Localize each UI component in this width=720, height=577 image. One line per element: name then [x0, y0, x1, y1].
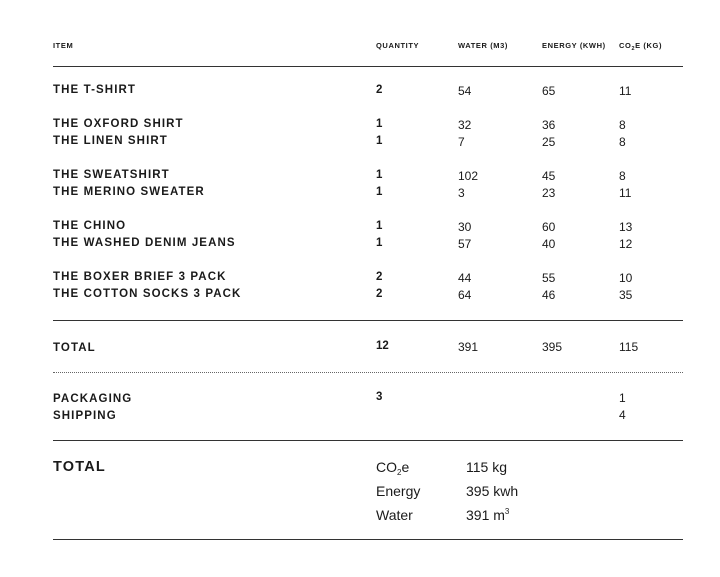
item-energy: 23 — [542, 186, 556, 200]
packaging-label: PACKAGING — [53, 393, 133, 405]
item-water: 44 — [458, 271, 472, 285]
item-energy: 60 — [542, 220, 556, 234]
packaging-co2: 1 — [619, 391, 626, 405]
item-water: 7 — [458, 135, 465, 149]
header-water: WATER (M3) — [458, 41, 509, 50]
item-quantity: 1 — [376, 237, 383, 249]
item-name: THE CHINO — [53, 220, 127, 232]
item-name: THE BOXER BRIEF 3 PACK — [53, 271, 227, 283]
item-quantity: 2 — [376, 84, 383, 96]
summary-water-label: Water — [376, 507, 413, 523]
total-quantity: 12 — [376, 340, 389, 352]
item-energy: 25 — [542, 135, 556, 149]
item-co2: 8 — [619, 118, 626, 132]
total-label: TOTAL — [53, 342, 96, 354]
shipping-co2: 4 — [619, 408, 626, 422]
item-co2: 10 — [619, 271, 633, 285]
item-energy: 36 — [542, 118, 556, 132]
summary-co2-value: 115 kg — [466, 459, 507, 475]
item-energy: 46 — [542, 288, 556, 302]
item-quantity: 1 — [376, 186, 383, 198]
item-water: 54 — [458, 84, 472, 98]
summary-energy-label: Energy — [376, 483, 421, 499]
item-quantity: 2 — [376, 288, 383, 300]
item-name: THE SWEATSHIRT — [53, 169, 170, 181]
item-quantity: 2 — [376, 271, 383, 283]
header-item: ITEM — [53, 41, 74, 50]
item-co2: 11 — [619, 186, 632, 200]
extras-quantity: 3 — [376, 391, 383, 403]
items-divider — [53, 320, 683, 321]
item-quantity: 1 — [376, 220, 383, 232]
item-name: THE OXFORD SHIRT — [53, 118, 184, 130]
item-co2: 13 — [619, 220, 633, 234]
item-quantity: 1 — [376, 118, 383, 130]
header-divider — [53, 66, 683, 67]
total-co2: 115 — [619, 340, 639, 354]
summary-title: TOTAL — [53, 459, 106, 475]
dotted-divider — [53, 372, 683, 373]
item-name: THE WASHED DENIM JEANS — [53, 237, 236, 249]
header-energy: ENERGY (KWH) — [542, 41, 606, 50]
item-co2: 35 — [619, 288, 633, 302]
item-energy: 65 — [542, 84, 556, 98]
item-quantity: 1 — [376, 169, 383, 181]
summary-water-value: 391 $m^3$ — [466, 507, 510, 523]
item-water: 3 — [458, 186, 465, 200]
summary-co2-label: $CO_2e$ — [376, 459, 410, 477]
item-water: 30 — [458, 220, 472, 234]
item-name: THE T-SHIRT — [53, 84, 137, 96]
extras-divider — [53, 440, 683, 441]
summary-energy-value: 395 kwh — [466, 483, 519, 499]
item-co2: 8 — [619, 169, 626, 183]
item-energy: 45 — [542, 169, 556, 183]
shipping-label: SHIPPING — [53, 410, 117, 422]
item-quantity: 1 — [376, 135, 383, 147]
item-co2: 12 — [619, 237, 633, 251]
total-energy: 395 — [542, 340, 563, 354]
item-water: 102 — [458, 169, 479, 183]
item-name: THE LINEN SHIRT — [53, 135, 168, 147]
item-water: 57 — [458, 237, 472, 251]
header-quantity: QUANTITY — [376, 41, 420, 50]
total-water: 391 — [458, 340, 479, 354]
item-co2: 8 — [619, 135, 626, 149]
bottom-divider — [53, 539, 683, 540]
item-energy: 55 — [542, 271, 556, 285]
item-name: THE COTTON SOCKS 3 PACK — [53, 288, 242, 300]
item-energy: 40 — [542, 237, 556, 251]
header-co2: $CO_2E$ (KG) — [619, 41, 663, 52]
item-water: 32 — [458, 118, 472, 132]
item-co2: 11 — [619, 84, 632, 98]
item-water: 64 — [458, 288, 472, 302]
item-name: THE MERINO SWEATER — [53, 186, 205, 198]
